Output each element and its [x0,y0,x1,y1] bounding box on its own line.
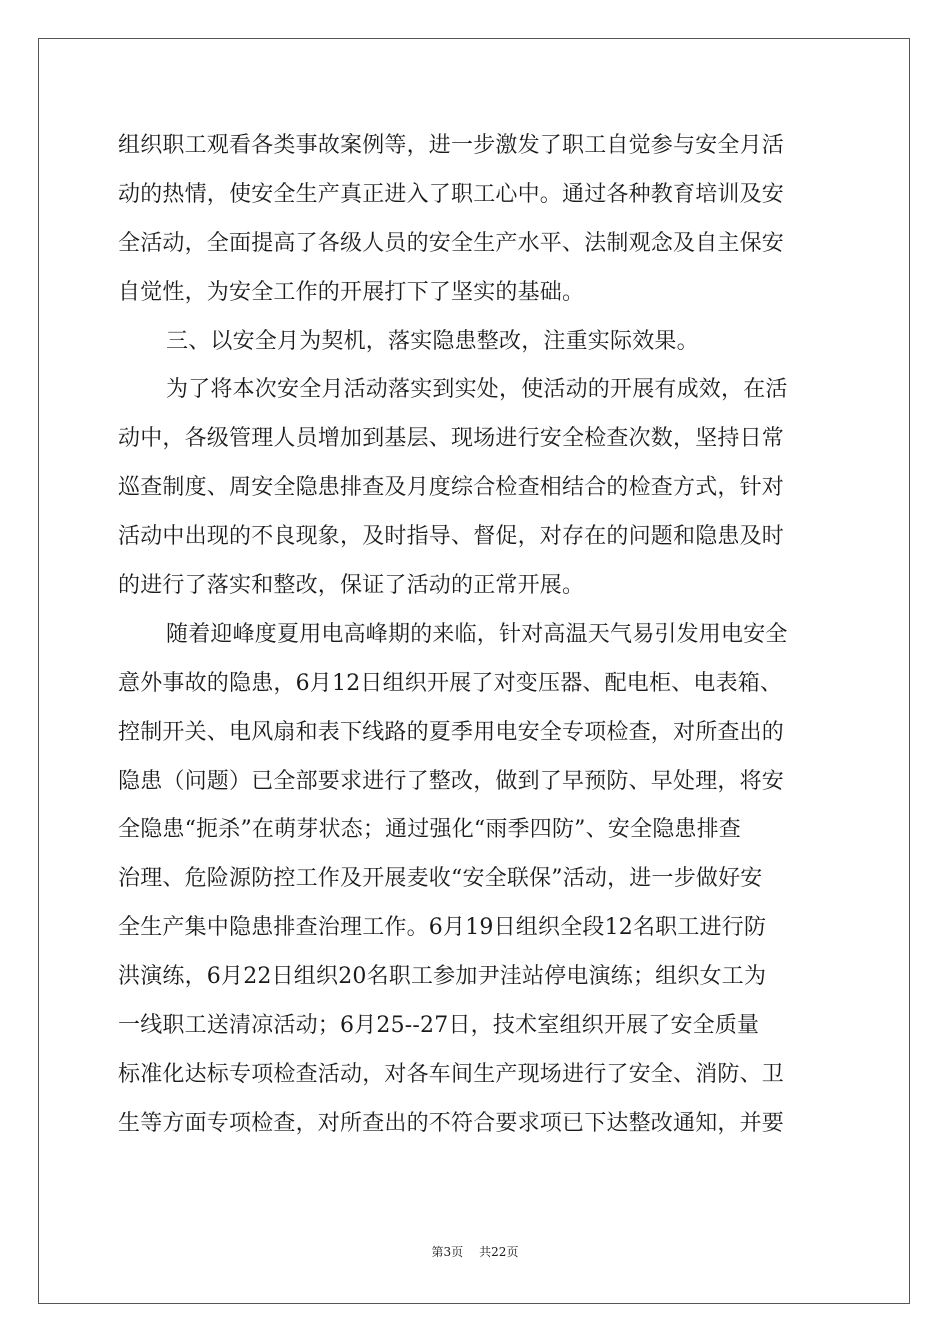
text-line: 治理、危险源防控工作及开展麦收“安全联保”活动，进一步做好安 [118,866,763,892]
text-line: 生等方面专项检查，对所查出的不符合要求项已下达整改通知，并要 [118,1110,785,1136]
text-line: 自觉性，为安全工作的开展打下了坚实的基础。 [118,279,585,305]
text-line: 洪演练，6月22日组织20名职工参加尹洼站停电演练；组织女工为 [118,964,767,990]
text-line: 隐患（问题）已全部要求进行了整改，做到了早预防、早处理，将安 [118,768,785,794]
document-body [118,122,844,1149]
text-line: 一线职工送清凉活动；6月25--27日，技术室组织开展了安全质量 [118,1013,760,1039]
text-line: 活动中出现的不良现象，及时指导、督促，对存在的问题和隐患及时 [118,524,785,550]
text-line: 全生产集中隐患排查治理工作。6月19日组织全段12名职工进行防 [118,915,767,941]
page-footer [0,1244,950,1260]
text-line: 控制开关、电风扇和表下线路的夏季用电安全专项检查，对所查出的 [118,719,785,745]
text-line: 巡查制度、周安全隐患排查及月度综合检查相结合的检查方式，针对 [118,475,785,501]
text-line: 动中，各级管理人员增加到基层、现场进行安全检查次数，坚持日常 [118,426,785,452]
text-line: 意外事故的隐患，6月12日组织开展了对变压器、配电柜、电表箱、 [118,670,783,696]
page-number: 第3页 [431,1245,464,1259]
text-line: 为了将本次安全月活动落实到实处，使活动的开展有成效，在活 [166,377,788,403]
text-line: 标准化达标专项检查活动，对各车间生产现场进行了安全、消防、卫 [118,1061,785,1087]
text-line: 组织职工观看各类事故案例等，进一步激发了职工自觉参与安全月活 [118,133,785,158]
text-line: 全隐患“扼杀”在萌芽状态；通过强化“雨季四防”、安全隐患排查 [118,817,741,843]
text-line: 的进行了落实和整改，保证了活动的正常开展。 [118,573,585,599]
section-heading: 三、以安全月为契机，落实隐患整改，注重实际效果。 [166,328,699,354]
text-line: 全活动，全面提高了各级人员的安全生产水平、法制观念及自主保安 [118,230,785,256]
text-line: 动的热情，使安全生产真正进入了职工心中。通过各种教育培训及安 [118,181,785,207]
page-total: 共22页 [479,1245,519,1259]
text-line: 随着迎峰度夏用电高峰期的来临，针对高温天气易引发用电安全 [166,621,788,647]
